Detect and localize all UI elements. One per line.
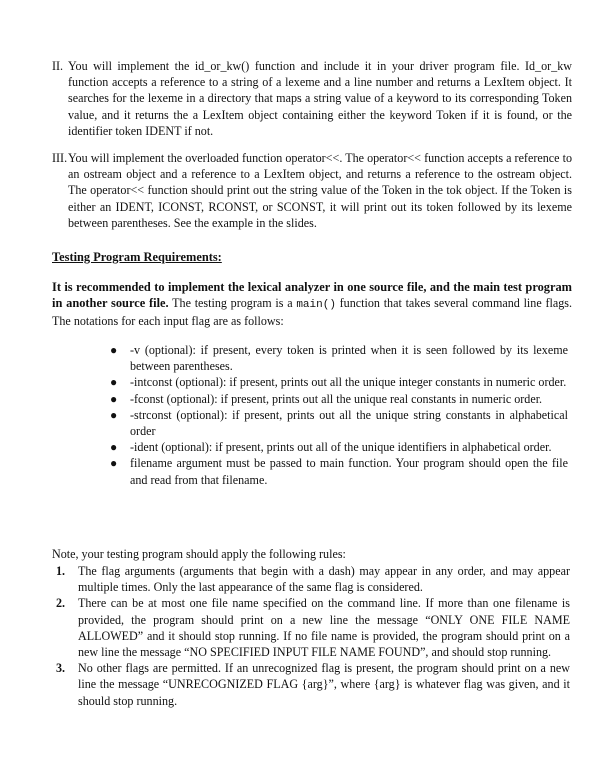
rule-text: The flag arguments (arguments that begin with a dash) may appear in any order, and may appear multiple times. Only the last appearance of the same flag is considered. (78, 564, 570, 595)
bullet-icon: ● (110, 456, 118, 471)
intro-text-before-code: The testing program is a (168, 296, 297, 311)
flag-list (110, 342, 568, 488)
flag-text: -intconst (optional): if present, prints out all the unique integer constants in numeric order. (130, 375, 567, 390)
bullet-icon: ● (110, 343, 118, 357)
note-paragraph: Note, your testing program should apply the following rules: (52, 547, 346, 561)
flag-text: -ident (optional): if present, prints out all of the unique identifiers in alphabetical order. (130, 440, 552, 455)
intro-paragraph (52, 279, 572, 330)
flag-text: filename argument must be passed to main function. Your program should open the file and read from that filename. (130, 456, 568, 487)
rule-number: 3. (56, 661, 66, 676)
rule-text: No other flags are permitted. If an unrecognized flag is present, the program should print on a new line the message “UNRECOGNIZED FLAG {arg}”, where {arg} is whatever flag was given, and it should stop running. (78, 661, 570, 708)
item-iii-text: You will implement the overloaded function operator<<. The operator<< function accepts a reference to an ostream object and a reference to a LexItem object, and returns a reference to the ostream object. The operator<< function should print out the string value of the Token in the tok object. If the Token is either an IDENT, ICONST, RCONST, or SCONST, it will print out its token followed by its lexeme between parentheses. See the example in the slides. (68, 151, 572, 230)
flag-item (110, 342, 568, 374)
rule-number: 1. (56, 564, 66, 578)
intro-code: main() (296, 299, 336, 312)
flag-item (110, 407, 568, 439)
item-iii (52, 150, 572, 231)
bullet-icon: ● (110, 440, 118, 455)
rule-item (52, 595, 570, 660)
testing-heading: Testing Program Requirements: (52, 250, 222, 264)
rule-number: 2. (56, 596, 66, 611)
rule-item (52, 660, 570, 709)
rule-text: There can be at most one file name specified on the command line. If more than one filename is provided, the program should print on a new line the message “ONLY ONE FILE NAME ALLOWED” and it should stop running. If no file name is provided, the program should print on a new line the message “NO SPECIFIED INPUT FILE NAME FOUND”, and should stop running. (78, 596, 570, 660)
rules-list (52, 563, 570, 709)
flag-item (110, 455, 568, 487)
item-ii-text: You will implement the id_or_kw() function and include it in your driver program file. Id_or_kw function accepts a reference to a string of a lexeme and a line number and returns a LexItem object. It searches for the lexeme in a directory that maps a string value of a keyword to its corresponding Token value, and it returns the a LexItem object containing either the keyword Token if it is found, or the identifier token IDENT if not. (68, 59, 572, 138)
flag-item (110, 439, 568, 455)
rule-item (52, 563, 570, 595)
intro-text-after-code: function that takes several command line flags. The notations for each input flag are as follows: (52, 296, 572, 329)
flag-item (110, 374, 568, 390)
item-iii-number: III. (52, 151, 68, 165)
item-ii-number: II. (52, 59, 64, 73)
bullet-icon: ● (110, 391, 118, 406)
intro-bold-text: It is recommended to implement the lexical analyzer in one source file, and the main test program in another source file. (52, 280, 572, 311)
bullet-icon: ● (110, 407, 118, 422)
item-ii (52, 58, 572, 139)
flag-item (110, 391, 568, 407)
flag-text: -fconst (optional): if present, prints out all the unique real constants in numeric order. (130, 391, 543, 406)
flag-text: -strconst (optional): if present, prints out all the unique string constants in alphabetical order (130, 407, 568, 439)
bullet-icon: ● (110, 375, 118, 390)
flag-text: -v (optional): if present, every token is printed when it is seen followed by its lexeme between parentheses. (130, 343, 568, 374)
